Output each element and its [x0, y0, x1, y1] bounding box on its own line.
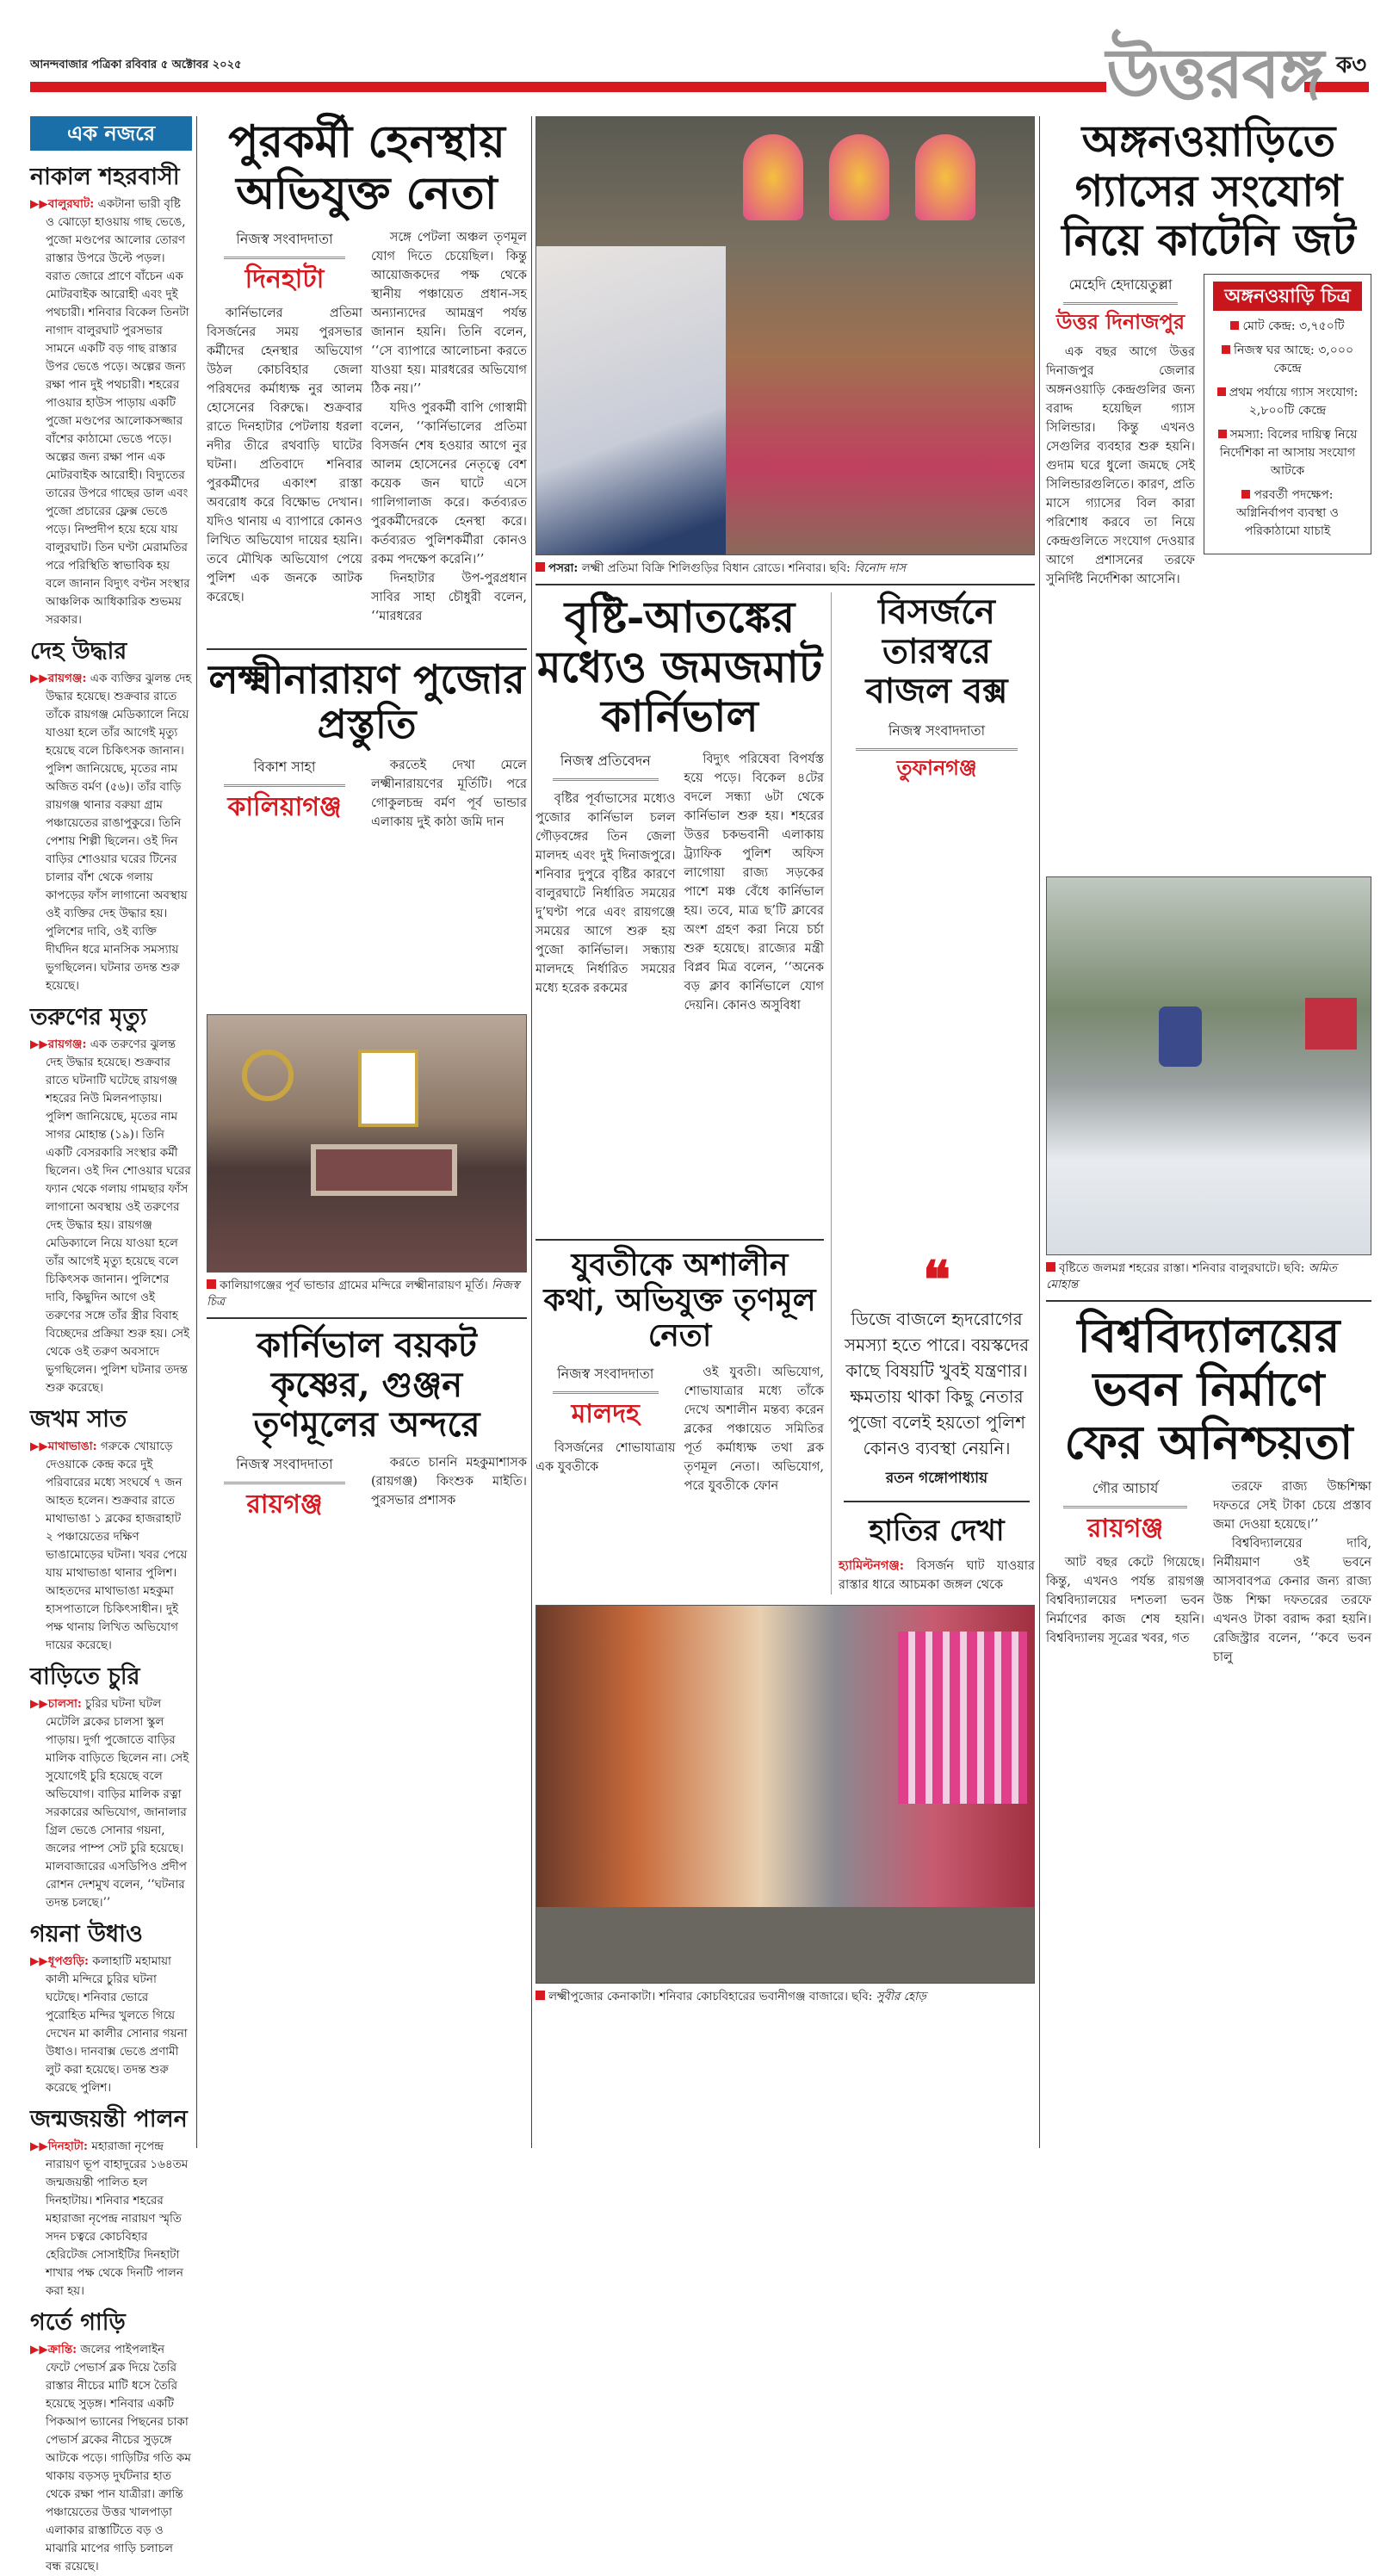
altar-shape [311, 1144, 457, 1196]
idol-halo [743, 134, 803, 220]
idol-halo [915, 134, 975, 220]
article-body [1046, 1553, 1204, 1648]
flood-photo-caption [1046, 1260, 1371, 1293]
byline-author: নিজস্ব সংবাদদাতা [224, 228, 345, 259]
paragraph: দিনহাটার উপ-পুরপ্রধান সাবির সাহা চৌধুরী বলেন, ‘‘মারধরের [371, 571, 527, 623]
headline-laxminarayan: লক্ষ্মীনারায়ণ পুজোর প্রস্তুতি [208, 655, 525, 748]
double-arrow-icon: ▶▶ [30, 1440, 48, 1454]
brief-headline: নাকাল শহরবাসী [30, 164, 180, 190]
brief-body: গরুকে খোয়াড়ে দেওয়াকে কেন্দ্র করে দুই পরিবারের মধ্যে সংঘর্ষে ৭ জন আহত হলেন। শুক্রবার রাতে মাথাভাঙা ১ ব্লকের হাজরাহাট ২ পঞ্চায়েতের দক্ষিণ ভাঙামোড়ের ঘটনা। খবর পেয়ে যায় মাথাভাঙা থানার পুলিশ। আহতদের মাথাভাঙা মহকুমা হাসপাতালে চিকিৎসাধীন। দুই পক্ষ থানায় লিখিত অভিযোগ দায়ের করেছে। [46, 1440, 188, 1653]
article-body [535, 790, 676, 998]
divider [1046, 1300, 1371, 1302]
divider [207, 648, 527, 650]
paragraph: করতে চাননি মহকুমাশাসক (রায়গঞ্জ) কিংশুক মাইতি। পুরসভার প্রশাসক [371, 1456, 527, 1508]
byline-place: রায়গঞ্জ [1086, 1513, 1164, 1544]
quote-mark-icon: ❝ [922, 1249, 951, 1310]
article-body [207, 304, 362, 607]
lead-photo-caption [535, 560, 1035, 577]
brief-item [30, 2309, 192, 2576]
divider [535, 1239, 824, 1241]
quote-text: ডিজে বাজলে হৃদরোগের সমস্যা হতে পারে। বয়স্কদের কাছে বিষয়টি খুবই যন্ত্রণার। ক্ষমতায় থাকা কিছু নেতার পুজো বলেই হয়তো পুলিশ কোনও ব্যবস্থা নেয়নি। [844, 1308, 1030, 1458]
byline-place: মালদহ [571, 1398, 640, 1429]
masthead-red-bar [30, 82, 1106, 92]
brief-dateline: চালসা: [47, 1697, 82, 1712]
dateline: হ্যামিল্টনগঞ্জ: [839, 1557, 905, 1573]
article-body [1046, 343, 1195, 589]
brief-item [30, 638, 192, 995]
double-arrow-icon: ▶▶ [30, 672, 48, 686]
byline-place: রায়গঞ্জ [246, 1489, 323, 1520]
credit-label: ছবি: [851, 1989, 873, 2003]
factbox-title: অঙ্গনওয়াড়ি চিত্র [1213, 282, 1362, 311]
market-photo [535, 1605, 1035, 1984]
article-body [371, 756, 527, 832]
byline-author: নিজস্ব প্রতিবেদন [553, 750, 659, 781]
byline-place: তুফানগঞ্জ [896, 755, 977, 780]
caption-text: লক্ষ্মীপুজোর কেনাকাটা। শনিবার কোচবিহারের ভবানীগঞ্জ বাজারে। [548, 1989, 848, 2003]
brief-item [30, 164, 192, 629]
article-body [684, 1363, 825, 1495]
byline-dj-box [839, 720, 1035, 781]
brief-body: একটানা ভারী বৃষ্টি ও ঝোড়ো হাওয়ায় গাছ ভেঙে, পুজো মণ্ডপের আলোর তোরণ রাস্তার উপরে উল্টে পড়ল। বরাত জোরে প্রাণে বাঁচেন এক মোটরবাইক আরোহী এবং দুই পথচারী। শনিবার বিকেল তিনটা নাগাদ বালুরঘাট পুরসভার সামনে একটি বড় গাছ রাস্তার উপর ভেঙে পড়ে। অল্পের জন্য রক্ষা পান দুই পথচারী। শহরের পাওয়ার হাউস পাড়ায় একটি পুজো মণ্ডপের আলোকসজ্জার বাঁশের কাঠামো ভেঙে পড়ে। অল্পের জন্য রক্ষা পান এক মোটরবাইক আরোহী। বিদ্যুতের তারের উপরে গাছের ডাল এবং পুজো প্রচারের ফ্লেক্স ভেঙে পড়ে। নিষ্প্রদীপ হয়ে হয়ে যায় বালুরঘাট। তিন ঘণ্টা মেরামতির পরে পরিস্থিতি স্বাভাবিক হয় বলে জানান বিদ্যুৎ বণ্টন সংস্থার আঞ্চলিক আধিকারিক শুভময় সরকার। [46, 197, 190, 628]
brief-text [30, 1953, 192, 2097]
headline-carnival: বৃষ্টি-আতঙ্কের মধ্যেও জমজমাট কার্নিভাল [536, 591, 823, 741]
brief-text [30, 1036, 192, 1397]
brief-item [30, 1406, 192, 1655]
brief-item [30, 1663, 192, 1912]
paragraph: যদিও পুরকর্মী বাপি গোস্বামী বলেন, ‘‘কার্নিভালের প্রতিমা বিসর্জন শেষ হওয়ার আগে নুর আলম হোসেনের নেতৃত্বে বেশ কয়েক জন ঘাটে এসে গালিগালাজ করে। কর্তব্যরত পুরকর্মীদেরকে হেনস্থা করে। কর্তব্যরত পুলিশকর্মীরা কোনও রকম পদক্ষেপ করেনি।’’ [371, 400, 527, 567]
double-arrow-icon: ▶▶ [30, 1037, 48, 1052]
paragraph: বিদ্যুৎ পরিষেবা বিপর্যস্ত হয়ে পড়ে। বিকেল ৪টের বদলে সন্ধ্যা ৬টা থেকে কার্নিভাল শুরু হয়। শহরের উত্তর চকভবানী এলাকায় ট্র্যাফিক পুলিশ অফিস লাগোয়া রাজ্য সড়কের পাশে মঞ্চ বেঁধে কার্নিভাল হয়। তবে, মাত্র ছ’টি ক্লাবের অংশ গ্রহণ করা নিয়ে চর্চা শুরু হয়েছে। রাজ্যের মন্ত্রী বিপ্লব মিত্র বলেন, ‘‘অনেক বড় ক্লাব কার্নিভালে যোগ দেয়নি। কোনও অসুবিধা [684, 752, 824, 1012]
brief-headline: গয়না উধাও [30, 1921, 143, 1948]
brief-dateline: রায়গঞ্জ: [47, 672, 87, 686]
credit-label: ছবি: [829, 561, 851, 575]
brief-body: এক তরুণের ঝুলন্ত দেহ উদ্ধার হয়েছে। শুক্রবার রাতে ঘটনাটি ঘটেছে রায়গঞ্জ শহরের নিউ মিলনপাড়ায়। পুলিশ জানিয়েছে, মৃতের নাম সাগর মোহান্ত (১৯)। তিনি একটি বেসরকারি সংস্থার কর্মী ছিলেন। ওই দিন শোওয়ার ঘরের ফ্যান থেকে গলায় গামছার ফাঁস লাগানো অবস্থায় ওই তরুণের দেহ উদ্ধার হয়। রায়গঞ্জ মেডিক্যালে নিয়ে যাওয়া হলে তাঁর আগেই মৃত্যু হয়েছে বলে চিকিৎসক জানান। পুলিশের দাবি, কিছুদিন আগে ওই তরুণের সঙ্গে তাঁর স্ত্রীর বিবাহ বিচ্ছেদের প্রক্রিয়া শুরু হয়। সেই থেকে ওই তরুণ অবসাদে ভুগছিলেন। পুলিশ ঘটনার তদন্ত শুরু করেছে। [46, 1037, 191, 1396]
fact-item: পরবর্তী পদক্ষেপ: অগ্নিনির্বাপণ ব্যবস্থা ও পরিকাঠামো যাচাই [1236, 487, 1339, 538]
page-number: ক৩ [1336, 53, 1367, 78]
byline-dinhata [207, 228, 362, 295]
caption-text: বৃষ্টিতে জলমগ্ন শহরের রাস্তা। শনিবার বালুরঘাটে। [1059, 1260, 1280, 1275]
brief-text [30, 195, 192, 629]
street-shape [536, 1907, 1035, 1984]
byline-anganwadi [1046, 274, 1195, 335]
byline-author: মেহেদি হেদায়েতুল্লা [1063, 274, 1178, 305]
ek-nazare-header: এক নজরে [30, 116, 192, 151]
temple-photo [207, 1014, 527, 1273]
column-2 [207, 116, 527, 1529]
byline-place: উত্তর দিনাজপুর [1055, 308, 1185, 334]
article-body [535, 1439, 676, 1477]
section-title: উত্তরবঙ্গ [1106, 33, 1323, 114]
headline-anganwadi: অঙ্গনওয়াড়িতে গ্যাসের সংযোগ নিয়ে কাটেনি জট [1062, 115, 1356, 265]
spacer [839, 790, 1035, 1237]
quote-attribution: রতন গঙ্গোপাধ্যায় [885, 1469, 988, 1487]
brief-text [30, 1695, 192, 1912]
headline-dinhata: পুরকর্মী হেনস্থায় অভিযুক্ত নেতা [228, 115, 505, 220]
byline-author: বিকাশ সাহা [224, 756, 345, 787]
brief-item [30, 1004, 192, 1397]
brief-headline: দেহ উদ্ধার [30, 638, 127, 666]
divider [535, 584, 1035, 585]
article-body [371, 228, 527, 626]
paragraph: এক বছর আগে উত্তর দিনাজপুর জেলার অঙ্গনওয়াড়ি কেন্দ্রগুলির জন্য বরাদ্দ হয়েছিল গ্যাস সিলিন্ডার। কিন্তু এখনও সেগুলির ব্যবহার শুরু হয়নি। গুদাম ঘরে ধুলো জমছে সেই সিলিন্ডারগুলিতে। কারণ, প্রতি মাসে গ্যাসের বিল কারা পরিশোধ করবে তা নিয়ে কেন্দ্রগুলিতে সংযোগ দেওয়ার আগে প্রশাসনের তরফে সুনির্দিষ্ট নির্দেশিকা আসেনি। [1046, 345, 1195, 587]
photo-credit: নিজস্ব চিত্র [207, 1279, 520, 1310]
headline-boycott: কার্নিভাল বয়কট কৃষ্ণের, গুঞ্জন তৃণমূলের অন্দরে [253, 1325, 480, 1446]
paragraph: কার্নিভালের প্রতিমা বিসর্জনের সময় পুরসভার কর্মীদের হেনস্থার অভিযোগ উঠল কোচবিহার জেলা পরিষদের কর্মাধ্যক্ষ নুর আলম হোসেনের বিরুদ্ধে। শুক্রবার রাতে দিনহাটার পেটলায় ধরলা নদীর তীরে রথবাড়ি ঘাটের ঘটনা। প্রতিবাদে শনিবার পুরকর্মীদের একাংশ রাস্তা অবরোধ করে বিক্ষোভ দেখান। যদিও থানায় এ ব্যাপারে কোনও লিখিত অভিযোগ দায়ের হয়নি। তবে মৌখিক অভিযোগ পেয়ে পুলিশ এক জনকে আটক করেছে। [207, 306, 362, 604]
headline-dj-box: বিসর্জনে তারস্বরে বাজল বক্স [865, 591, 1008, 711]
byline-author: নিজস্ব সংবাদদাতা [553, 1363, 659, 1394]
paragraph: সঙ্গে পেটলা অঞ্চল তৃণমূল যোগ দিতে চেয়েছিল। কিন্তু আয়োজকদের পক্ষ থেকে স্থানীয় পঞ্চায়েত প্রধান-সহ অন্যান্যদের আমন্ত্রণ পর্যন্ত জানান হয়নি। তিনি বলেন, ‘‘সে ব্যাপারে আলোচনা করতে যাওয়া হয়। মারধরের অভিযোগ ঠিক নয়।’’ [371, 230, 527, 396]
headline-university: বিশ্ববিদ্যালয়ের ভবন নির্মাণে ফের অনিশ্চয়তা [1064, 1307, 1353, 1470]
divider [844, 1501, 1030, 1502]
fact-item: প্রথম পর্যায়ে গ্যাস সংযোগ: ২,৮০০টি কেন্দ্রে [1213, 384, 1362, 420]
anganwadi-factbox [1204, 274, 1371, 554]
idol-halo [829, 134, 889, 220]
pull-quote [839, 1249, 1035, 1489]
caption-text: লক্ষ্মী প্রতিমা বিক্রি শিলিগুড়ির বিধান রোডে। শনিবার। [581, 561, 826, 575]
brief-item [30, 2106, 192, 2300]
article-body [839, 1557, 1035, 1595]
brief-headline: গর্তে গাড়ি [30, 2309, 126, 2337]
fact-item: মোট কেন্দ্র: ৩,৭৫০টি [1213, 318, 1362, 336]
brief-body: এক ব্যক্তির ঝুলন্ত দেহ উদ্ধার হয়েছে। শুক্রবার রাতে তাঁকে রায়গঞ্জ মেডিক্যালে নিয়ে যাওয়া হলে তাঁর আগেই মৃত্যু হয়েছে বলে চিকিৎসক জানান। পুলিশ জানিয়েছে, মৃতের নাম অজিত বর্মণ (৫৬)। তাঁর বাড়ি রায়গঞ্জ থানার বরুয়া গ্রাম পঞ্চায়েতের রাঙাপুকুরে। তিনি পেশায় শিল্পী ছিলেন। ওই দিন বাড়ির শোওয়ার ঘরের টিনের চালার বাঁশ থেকে গলায় কাপড়ের ফাঁস লাগানো অবস্থায় ওই ব্যক্তির দেহ উদ্ধার হয়। পুলিশের দাবি, ওই ব্যক্তি দীর্ঘদিন ধরে মানসিক সমস্যায় ভুগছিলেন। ঘটনার তদন্ত শুরু হয়েছে। [46, 672, 192, 994]
double-arrow-icon: ▶▶ [30, 2343, 48, 2357]
brief-headline: জখম সাত [30, 1406, 127, 1434]
credit-label: ছবি: [1284, 1260, 1305, 1275]
column-3 [535, 116, 1035, 2010]
brief-headline: বাড়িতে চুরি [30, 1663, 140, 1691]
byline-author: গৌর আচার্য [1063, 1477, 1187, 1508]
fact-item: সমস্যা: বিলের দায়িত্ব নিয়ে নির্দেশিকা না আসায় সংযোগ আটকে [1213, 426, 1362, 480]
headline-malda: যুবতীকে অশালীন কথা, অভিযুক্ত তৃণমূল নেতা [543, 1246, 816, 1354]
byline-university [1046, 1477, 1204, 1545]
caption-label: পসরা: [548, 561, 579, 575]
photo-caption [207, 1278, 527, 1310]
brief-text [30, 2138, 192, 2300]
brief-headline: জন্মজয়ন্তী পালন [30, 2106, 188, 2133]
double-arrow-icon: ▶▶ [30, 2139, 48, 2154]
column-rule [531, 116, 532, 2148]
byline-author: নিজস্ব সংবাদদাতা [224, 1453, 345, 1484]
byline-place: কালিয়াগঞ্জ [227, 792, 342, 823]
wreath-shape [242, 1050, 294, 1101]
paragraph: করতেই দেখা মেলে লক্ষ্মীনারায়ণের মূর্তিটি। পরে গোকুলচন্দ্র বর্মণ পূর্ব ভান্ডার এলাকায় দুই কাঠা জমি দান [371, 759, 527, 830]
brief-dateline: ধূপগুড়ি: [47, 1954, 89, 1969]
flood-photo [1046, 876, 1371, 1255]
brief-dateline: মাথাভাঙা: [47, 1440, 97, 1454]
brief-body: কলাহাটি মহামায়া কালী মন্দিরে চুরির ঘটনা ঘটেছে। শনিবার ভোরে পুরোহিত মন্দির খুলতে গিয়ে দেখেন মা কালীর সোনার গয়না উধাও। দানবাক্স ভেঙে প্রণামী লুট করা হয়েছে। তদন্ত শুরু করেছে পুলিশ। [46, 1954, 188, 2096]
masthead-date: আনন্দবাজার পত্রিকা রবিবার ৫ অক্টোবর ২০২৫ [30, 59, 242, 71]
brief-body: জলের পাইপলাইন ফেটে পেভার্স ব্লক দিয়ে তৈরি রাস্তার নীচের মাটি ধসে তৈরি হয়েছে সুড়ঙ্গ। শনিবার একটি পিকআপ ভ্যানের পিছনের চাকা পেভার্স ব্লকের নীচের সুড়ঙ্গে আটকে পড়ে। গাড়িটির গতি কম থাকায় বড়সড় দুর্ঘটনার হাত থেকে রক্ষা পান যাত্রীরা। ক্রান্তি পঞ্চায়েতের উত্তর খালপাড়া এলাকার রাস্তাটিতে বড় ও মাঝারি মাপের গাড়ি চলাচল বন্ধ রয়েছে। [46, 2343, 191, 2574]
brief-dateline: বালুরঘাট: [47, 197, 95, 212]
article-body [371, 1453, 527, 1510]
hanging-decorations [898, 1632, 1027, 1804]
column-4 [1046, 116, 1371, 1667]
photo-credit: অমিত মোহান্ত [1046, 1260, 1337, 1291]
paragraph: তরফে রাজ্য উচ্চশিক্ষা দফতরে সেই টাকা চেয়ে প্রস্তাব জমা দেওয়া হয়েছে।’’ [1213, 1479, 1371, 1532]
brief-body: চুরির ঘটনা ঘটল মেটেলি ব্লকের চালসা স্কুল পাড়ায়। দুর্গা পুজোতে বাড়ির মালিক বাড়িতে ছিলেন না। সেই সুযোগেই চুরি হয়েছে বলে অভিযোগ। বাড়ির মালিক রত্না সরকারের অভিযোগ, জানালার গ্রিল ভেঙে সোনার গয়না, জলের পাম্প সেট চুরি হয়েছে। মালবাজারের এসডিপিও প্রদীপ রোশন দেশমুখ বলেন, ‘‘ঘটনার তদন্ত চলছে।’’ [46, 1697, 189, 1910]
paragraph: আট বছর কেটে গিয়েছে। কিন্তু, এখনও পর্যন্ত রায়গঞ্জ বিশ্ববিদ্যালয়ের দশতলা ভবন নির্মাণের কাজ শেষ হয়নি। বিশ্ববিদ্যালয় সূত্রের খবর, গত [1046, 1555, 1204, 1645]
byline-carnival [535, 750, 676, 781]
photo-credit: সুবীর হোড় [876, 1989, 926, 2003]
brief-headline: তরুণের মৃত্যু [30, 1004, 147, 1031]
photo-credit: বিনোদ দাস [854, 561, 907, 575]
lead-photo-idols [535, 116, 1035, 555]
article-body [1213, 1477, 1371, 1667]
byline-laxminarayan [207, 756, 362, 823]
brief-text [30, 2341, 192, 2576]
byline-author: নিজস্ব সংবাদদাতা [856, 720, 1018, 751]
divider [207, 1317, 527, 1319]
brief-body: মহারাজা নৃপেন্দ্র নারায়ণ ভূপ বাহাদুরের ১৬৪তম জন্মজয়ন্তী পালিত হল দিনহাটায়। শনিবার শহরের মহারাজা নৃপেন্দ্র নারায়ণ স্মৃতি সদন চত্বরে কোচবিহার হেরিটেজ সোসাইটির দিনহাটা শাখার পক্ষ থেকে দিনটি পালন করা হয়। [46, 2139, 189, 2299]
byline-place: দিনহাটা [245, 263, 325, 294]
brief-text [30, 670, 192, 995]
brief-text [30, 1438, 192, 1655]
motorbike-rider [1159, 1006, 1202, 1067]
byline-boycott [207, 1453, 362, 1520]
brief-dateline: দিনহাটা: [47, 2139, 89, 2154]
byline-malda [535, 1363, 676, 1430]
paragraph: বৃষ্টির পূর্বাভাসের মধ্যেও পুজোর কার্নিভাল চলল গৌড়বঙ্গের তিন জেলা মালদহ এবং দুই দিনাজপুরে। শনিবার দুপুরে বৃষ্টির কারণে বালুরঘাটে নির্ধারিত সময়ের দু’ঘণ্টা পরে এবং রায়গঞ্জে সময়ের আগে শুরু হয় পুজো কার্নিভাল। সন্ধ্যায় মালদহে নির্ধারিত সময়ের মধ্যে হরেক রকমের [535, 791, 676, 995]
rickshaw-shape [1305, 998, 1357, 1050]
brief-item [30, 1921, 192, 2097]
caption-text: কালিয়াগঞ্জের পূর্ব ভান্ডার গ্রামের মন্দিরে লক্ষ্মীনারায়ণ মূর্তি। [220, 1279, 488, 1293]
double-arrow-icon: ▶▶ [30, 1954, 48, 1969]
brief-dateline: রায়গঞ্জ: [47, 1037, 87, 1052]
framed-picture [358, 1050, 418, 1127]
briefs-column [30, 155, 192, 2576]
man-figure [536, 246, 726, 555]
column-rule [196, 116, 197, 2148]
paragraph: বিসর্জনের শোভাযাত্রায় এক যুবতীকে [535, 1440, 676, 1474]
article-body [684, 750, 825, 1015]
headline-elephant: হাতির দেখা [869, 1513, 1005, 1548]
brief-dateline: ক্রান্তি: [47, 2343, 77, 2357]
paragraph: ওই যুবতী। অভিযোগ, শোভাযাত্রার মধ্যে তাঁকে দেখে অশালীন মন্তব্য করেন ব্লকের পঞ্চায়েত সমিতির পূর্ত কর্মাধ্যক্ষ তথা ব্লক তৃণমূল নেতা। অভিযোগ, পরে যুবতীকে ফোন [684, 1365, 824, 1493]
paragraph: বিসর্জন ঘাট যাওয়ার রাস্তার ধারে আচমকা জঙ্গল থেকে [839, 1558, 1035, 1592]
market-photo-caption [535, 1989, 1035, 2005]
column-rule [1039, 116, 1040, 2148]
fact-item: নিজস্ব ঘর আছে: ৩,০০০ কেন্দ্রে [1213, 342, 1362, 378]
paragraph: বিশ্ববিদ্যালয়ের দাবি, নির্মীয়মাণ ওই ভবনে আসবাবপত্র কেনার জন্য রাজ্য উচ্চ শিক্ষা দফতরের তরফে এখনও টাকা বরাদ্দ করা হয়নি। রেজিস্ট্রার বলেন, ‘‘কবে ভবন চালু [1213, 1536, 1371, 1664]
double-arrow-icon: ▶▶ [30, 197, 48, 212]
double-arrow-icon: ▶▶ [30, 1697, 48, 1712]
